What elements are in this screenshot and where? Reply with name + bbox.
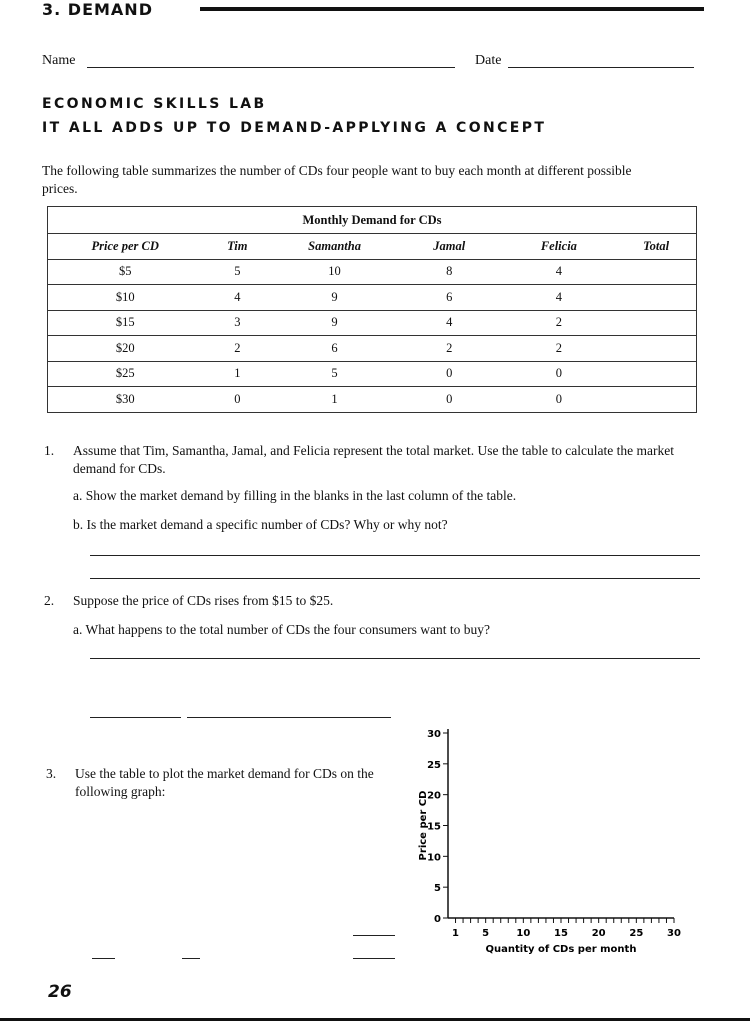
- table-cell: 2: [202, 336, 272, 362]
- lab-title: ECONOMIC SKILLS LAB: [42, 96, 267, 112]
- q2-text: Suppose the price of CDs rises from $15 to $25.: [73, 593, 334, 608]
- q3-answer-line-1[interactable]: [353, 935, 395, 936]
- table-row: [48, 361, 697, 387]
- q3-number: 3.: [46, 766, 57, 781]
- page-number: 26: [48, 982, 72, 1002]
- table-cell: 10: [272, 259, 397, 285]
- q1a-text: a. Show the market demand by filling in the blanks in the last column of the table.: [73, 488, 517, 503]
- q2a-text: a. What happens to the total number of CDs the four consumers want to buy?: [73, 622, 491, 637]
- total-cell[interactable]: [616, 361, 696, 387]
- q2-number: 2.: [44, 593, 55, 608]
- table-cell: $15: [48, 310, 203, 336]
- table-cell: $30: [48, 387, 203, 413]
- q3-text: Use the table to plot the market demand for CDs on the following graph:: [75, 766, 374, 799]
- date-field[interactable]: [508, 67, 694, 68]
- y-tick-label: 10: [427, 852, 441, 864]
- table-cell: $20: [48, 336, 203, 362]
- demand-graph[interactable]: [412, 725, 692, 965]
- table-row: [48, 336, 697, 362]
- x-tick-label: 10: [516, 928, 531, 939]
- table-header-row: [48, 234, 697, 260]
- table-row: [48, 387, 697, 413]
- x-tick-label: 5: [482, 928, 490, 939]
- table-cell: 0: [202, 387, 272, 413]
- q2a-answer-line-1[interactable]: [90, 658, 700, 659]
- total-cell[interactable]: [616, 310, 696, 336]
- name-field[interactable]: [87, 67, 455, 68]
- q3-answer-line-3[interactable]: [182, 958, 200, 959]
- table-cell: 8: [397, 259, 502, 285]
- q3-answer-line-4[interactable]: [353, 958, 395, 959]
- x-axis-label: Quantity of CDs per month: [485, 944, 637, 955]
- table-cell: 4: [202, 285, 272, 311]
- table-cell: 0: [502, 361, 617, 387]
- demand-table: [47, 206, 697, 413]
- x-tick-label: 20: [591, 928, 606, 939]
- table-row: [48, 285, 697, 311]
- y-tick-label: 15: [427, 821, 441, 833]
- q2a-answer-line-2a[interactable]: [90, 717, 181, 718]
- lab-subtitle: IT ALL ADDS UP TO DEMAND-APPLYING A CONCEPT: [42, 120, 547, 136]
- table-cell: $5: [48, 259, 203, 285]
- table-cell: 0: [397, 361, 502, 387]
- table-cell: 9: [272, 310, 397, 336]
- table-header-tim: Tim: [202, 234, 272, 260]
- table-cell: 6: [397, 285, 502, 311]
- total-cell[interactable]: [616, 285, 696, 311]
- x-tick-label: 1: [452, 928, 460, 939]
- table-cell: 6: [272, 336, 397, 362]
- q1-text: Assume that Tim, Samantha, Jamal, and Felicia represent the total market. Use the table to calculate the market demand for CDs.: [73, 443, 674, 476]
- y-tick-label: 30: [427, 729, 441, 740]
- table-header-jamal: Jamal: [397, 234, 502, 260]
- date-label: Date: [475, 53, 502, 68]
- header-rule: [200, 7, 704, 11]
- name-label: Name: [42, 53, 76, 68]
- q2a-answer-line-2b[interactable]: [187, 717, 391, 718]
- table-header-price-per-cd: Price per CD: [48, 234, 203, 260]
- q1b-answer-line-1[interactable]: [90, 555, 700, 556]
- table-header-samantha: Samantha: [272, 234, 397, 260]
- table-cell: 4: [502, 285, 617, 311]
- section-title: 3. DEMAND: [42, 0, 153, 19]
- table-row: [48, 310, 697, 336]
- y-tick-label: 0: [434, 914, 441, 925]
- table-cell: 3: [202, 310, 272, 336]
- x-tick-label: 25: [629, 928, 644, 939]
- total-cell[interactable]: [616, 387, 696, 413]
- x-tick-label: 15: [554, 928, 568, 939]
- table-cell: 1: [202, 361, 272, 387]
- x-tick-label: 30: [667, 928, 681, 939]
- y-tick-label: 20: [427, 790, 441, 802]
- table-cell: 4: [502, 259, 617, 285]
- table-cell: 0: [502, 387, 617, 413]
- table-cell: $25: [48, 361, 203, 387]
- y-tick-label: 5: [434, 883, 441, 895]
- table-row: [48, 259, 697, 285]
- table-cell: 2: [502, 310, 617, 336]
- table-cell: 5: [272, 361, 397, 387]
- footer-rule: [0, 1018, 750, 1021]
- table-header-felicia: Felicia: [502, 234, 617, 260]
- total-cell[interactable]: [616, 259, 696, 285]
- total-cell[interactable]: [616, 336, 696, 362]
- y-axis-label: Price per CD: [418, 790, 429, 861]
- table-caption: Monthly Demand for CDs: [48, 207, 697, 234]
- table-cell: 2: [502, 336, 617, 362]
- y-tick-label: 25: [427, 759, 441, 771]
- q1b-answer-line-2[interactable]: [90, 578, 700, 579]
- table-cell: 9: [272, 285, 397, 311]
- table-cell: 1: [272, 387, 397, 413]
- table-cell: 4: [397, 310, 502, 336]
- q1-number: 1.: [44, 443, 55, 458]
- table-cell: 5: [202, 259, 272, 285]
- q1b-text: b. Is the market demand a specific number of CDs? Why or why not?: [73, 517, 448, 532]
- table-cell: 2: [397, 336, 502, 362]
- table-cell: 0: [397, 387, 502, 413]
- table-header-total: Total: [616, 234, 696, 260]
- table-cell: $10: [48, 285, 203, 311]
- intro-text: The following table summarizes the number of CDs four people want to buy each month at different possible prices.: [42, 163, 632, 196]
- q3-answer-line-2[interactable]: [92, 958, 115, 959]
